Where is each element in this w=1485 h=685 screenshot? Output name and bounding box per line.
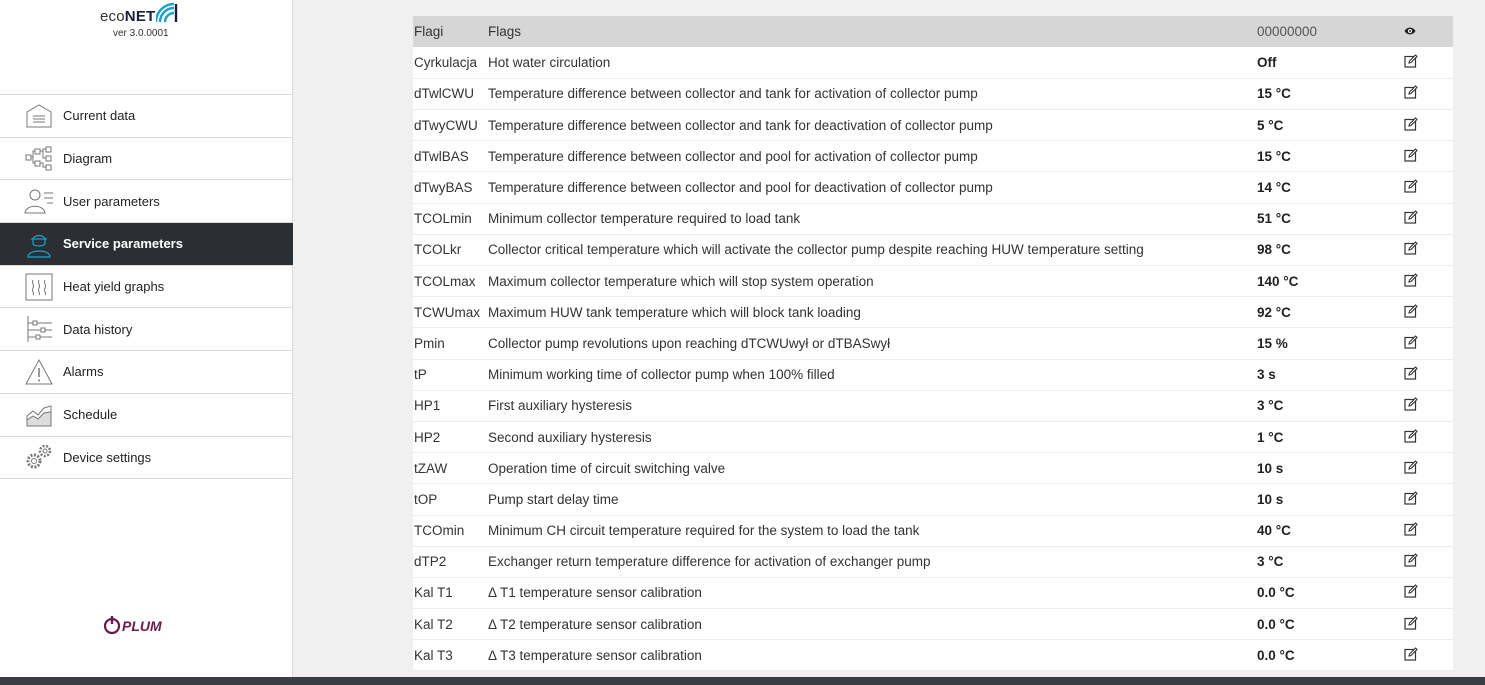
plum-logo — [103, 613, 183, 637]
param-code: dTwyBAS — [414, 180, 473, 196]
sidebar — [0, 0, 293, 685]
table-row — [413, 359, 1453, 390]
param-code: dTwyCWU — [414, 117, 478, 133]
param-value: 15 °C — [1257, 86, 1291, 102]
param-description: Minimum CH circuit temperature required for the system to load the tank — [488, 523, 920, 539]
param-description: Temperature difference between collector and pool for deactivation of collector pump — [488, 180, 993, 196]
edit-icon[interactable] — [1404, 429, 1418, 443]
edit-icon[interactable] — [1404, 366, 1418, 380]
service-parameters-table — [413, 16, 1453, 671]
heat-yield-icon — [24, 273, 54, 301]
table-header-row — [413, 16, 1453, 47]
service-parameters-icon — [24, 230, 54, 258]
param-description: Exchanger return temperature difference for activation of exchanger pump — [488, 554, 931, 570]
sidebar-nav — [0, 94, 293, 479]
edit-icon[interactable] — [1404, 616, 1418, 630]
param-code: Cyrkulacja — [414, 55, 478, 71]
table-row — [413, 110, 1453, 141]
nav-item-data-history[interactable] — [0, 308, 293, 351]
nav-label: Alarms — [63, 364, 104, 380]
edit-icon[interactable] — [1404, 210, 1418, 224]
edit-icon[interactable] — [1404, 647, 1418, 661]
param-value: 3 °C — [1257, 554, 1284, 570]
param-description: Temperature difference between collector and tank for deactivation of collector pump — [488, 117, 993, 133]
edit-icon[interactable] — [1404, 522, 1418, 536]
edit-icon[interactable] — [1404, 241, 1418, 255]
param-value: 10 s — [1257, 491, 1284, 507]
edit-icon[interactable] — [1404, 491, 1418, 505]
param-description: Operation time of circuit switching valve — [488, 460, 726, 476]
table-row — [413, 172, 1453, 203]
econet-logo — [100, 2, 190, 42]
param-code: tP — [414, 367, 427, 383]
nav-item-alarms[interactable] — [0, 351, 293, 394]
param-value: 40 °C — [1257, 523, 1291, 539]
param-code: TCWUmax — [414, 304, 480, 320]
table-row — [413, 640, 1453, 671]
table-row — [413, 297, 1453, 328]
nav-item-schedule[interactable] — [0, 394, 293, 437]
edit-icon[interactable] — [1404, 335, 1418, 349]
param-value: 0.0 °C — [1257, 647, 1295, 663]
logo-suffix: NET — [124, 8, 156, 25]
diagram-icon — [24, 145, 54, 173]
table-row — [413, 328, 1453, 359]
param-code: dTP2 — [414, 554, 447, 570]
table-row — [413, 421, 1453, 452]
nav-label: Schedule — [63, 407, 118, 423]
param-code: TCOLmax — [414, 273, 476, 289]
param-code: tZAW — [414, 460, 448, 476]
param-value: 14 °C — [1257, 180, 1291, 196]
table-row — [413, 390, 1453, 421]
param-description: Minimum collector temperature required to load tank — [488, 211, 801, 227]
table-row — [413, 546, 1453, 577]
param-code: Kal T2 — [414, 616, 453, 632]
param-code: TCOLmin — [414, 211, 472, 227]
param-value: 0.0 °C — [1257, 585, 1295, 601]
current-data-icon — [24, 102, 54, 130]
param-description: Maximum collector temperature which will stop system operation — [488, 273, 874, 289]
param-code: tOP — [414, 491, 438, 507]
param-code: HP1 — [414, 398, 441, 414]
param-description: Temperature difference between collector and pool for activation of collector pump — [488, 148, 978, 164]
param-code: TCOLkr — [414, 242, 462, 258]
gear-icon — [24, 443, 54, 471]
param-description: Δ T2 temperature sensor calibration — [488, 616, 702, 632]
param-code: dTwlBAS — [414, 148, 469, 164]
header-value: 00000000 — [1257, 24, 1318, 40]
nav-label: Heat yield graphs — [63, 279, 165, 295]
table-row — [413, 609, 1453, 640]
header-desc: Flags — [488, 24, 522, 40]
param-value: 10 s — [1257, 460, 1284, 476]
edit-icon[interactable] — [1404, 304, 1418, 318]
nav-item-current-data[interactable] — [0, 95, 293, 138]
nav-item-user-parameters[interactable] — [0, 180, 293, 223]
param-value: 98 °C — [1257, 242, 1291, 258]
edit-icon[interactable] — [1404, 273, 1418, 287]
param-code: HP2 — [414, 429, 441, 445]
main-content — [293, 0, 1485, 677]
edit-icon[interactable] — [1404, 85, 1418, 99]
param-description: Minimum working time of collector pump when 100% filled — [488, 367, 835, 383]
param-description: Maximum HUW tank temperature which will block tank loading — [488, 304, 861, 320]
edit-icon[interactable] — [1404, 179, 1418, 193]
bottom-bar — [0, 677, 1485, 685]
version-label: ver 3.0.0001 — [113, 28, 169, 39]
param-value: 0.0 °C — [1257, 616, 1295, 632]
param-value: 15 % — [1257, 335, 1288, 351]
param-value: 1 °C — [1257, 429, 1284, 445]
edit-icon[interactable] — [1404, 148, 1418, 162]
param-value: 92 °C — [1257, 304, 1291, 320]
param-value: 15 °C — [1257, 148, 1291, 164]
param-value: Off — [1257, 55, 1277, 71]
param-description: Collector critical temperature which will activate the collector pump despite reaching HUW temperature setting — [488, 242, 1144, 258]
param-description: Second auxiliary hysteresis — [488, 429, 652, 445]
nav-label: Data history — [63, 321, 133, 337]
edit-icon[interactable] — [1404, 397, 1418, 411]
param-description: First auxiliary hysteresis — [488, 398, 633, 414]
param-value: 3 s — [1257, 367, 1276, 383]
eye-icon[interactable] — [1404, 26, 1416, 36]
table-row — [413, 234, 1453, 265]
param-code: Kal T3 — [414, 647, 453, 663]
wifi-icon — [156, 2, 184, 24]
schedule-icon — [24, 401, 54, 429]
table-row — [413, 453, 1453, 484]
table-row — [413, 484, 1453, 515]
nav-item-service-parameters[interactable] — [0, 223, 293, 266]
edit-icon[interactable] — [1404, 460, 1418, 474]
nav-label: Service parameters — [63, 236, 183, 252]
table-row — [413, 577, 1453, 608]
edit-icon[interactable] — [1404, 553, 1418, 567]
nav-item-device-settings[interactable] — [0, 437, 293, 480]
param-value: 51 °C — [1257, 211, 1291, 227]
param-description: Δ T1 temperature sensor calibration — [488, 585, 702, 601]
table-row — [413, 47, 1453, 78]
data-history-icon — [24, 315, 54, 343]
param-code: TCOmin — [414, 523, 465, 539]
table-row — [413, 515, 1453, 546]
nav-item-heat-yield-graphs[interactable] — [0, 266, 293, 309]
table-row — [413, 78, 1453, 109]
param-description: Hot water circulation — [488, 55, 611, 71]
nav-label: Device settings — [63, 449, 152, 465]
param-value: 140 °C — [1257, 273, 1299, 289]
header-code: Flagi — [414, 24, 444, 40]
table-row — [413, 203, 1453, 234]
param-code: Kal T1 — [414, 585, 453, 601]
table-row — [413, 266, 1453, 297]
nav-label: Diagram — [63, 151, 113, 167]
param-code: Pmin — [414, 335, 445, 351]
param-value: 3 °C — [1257, 398, 1284, 414]
param-description: Δ T3 temperature sensor calibration — [488, 647, 702, 663]
nav-label: User parameters — [63, 193, 160, 209]
param-value: 5 °C — [1257, 117, 1284, 133]
edit-icon[interactable] — [1404, 584, 1418, 598]
param-description: Collector pump revolutions upon reaching dTCWUwył or dTBASwył — [488, 335, 891, 351]
nav-item-diagram[interactable] — [0, 138, 293, 181]
edit-icon[interactable] — [1404, 54, 1418, 68]
user-parameters-icon — [24, 187, 54, 215]
plum-logo-text: PLUM — [122, 618, 162, 634]
param-code: dTwlCWU — [414, 86, 474, 102]
alarm-icon — [24, 358, 54, 386]
logo-prefix: eco — [100, 8, 125, 25]
edit-icon[interactable] — [1404, 117, 1418, 131]
nav-label: Current data — [63, 108, 136, 124]
param-description: Temperature difference between collector and tank for activation of collector pump — [488, 86, 978, 102]
param-description: Pump start delay time — [488, 491, 619, 507]
table-row — [413, 141, 1453, 172]
